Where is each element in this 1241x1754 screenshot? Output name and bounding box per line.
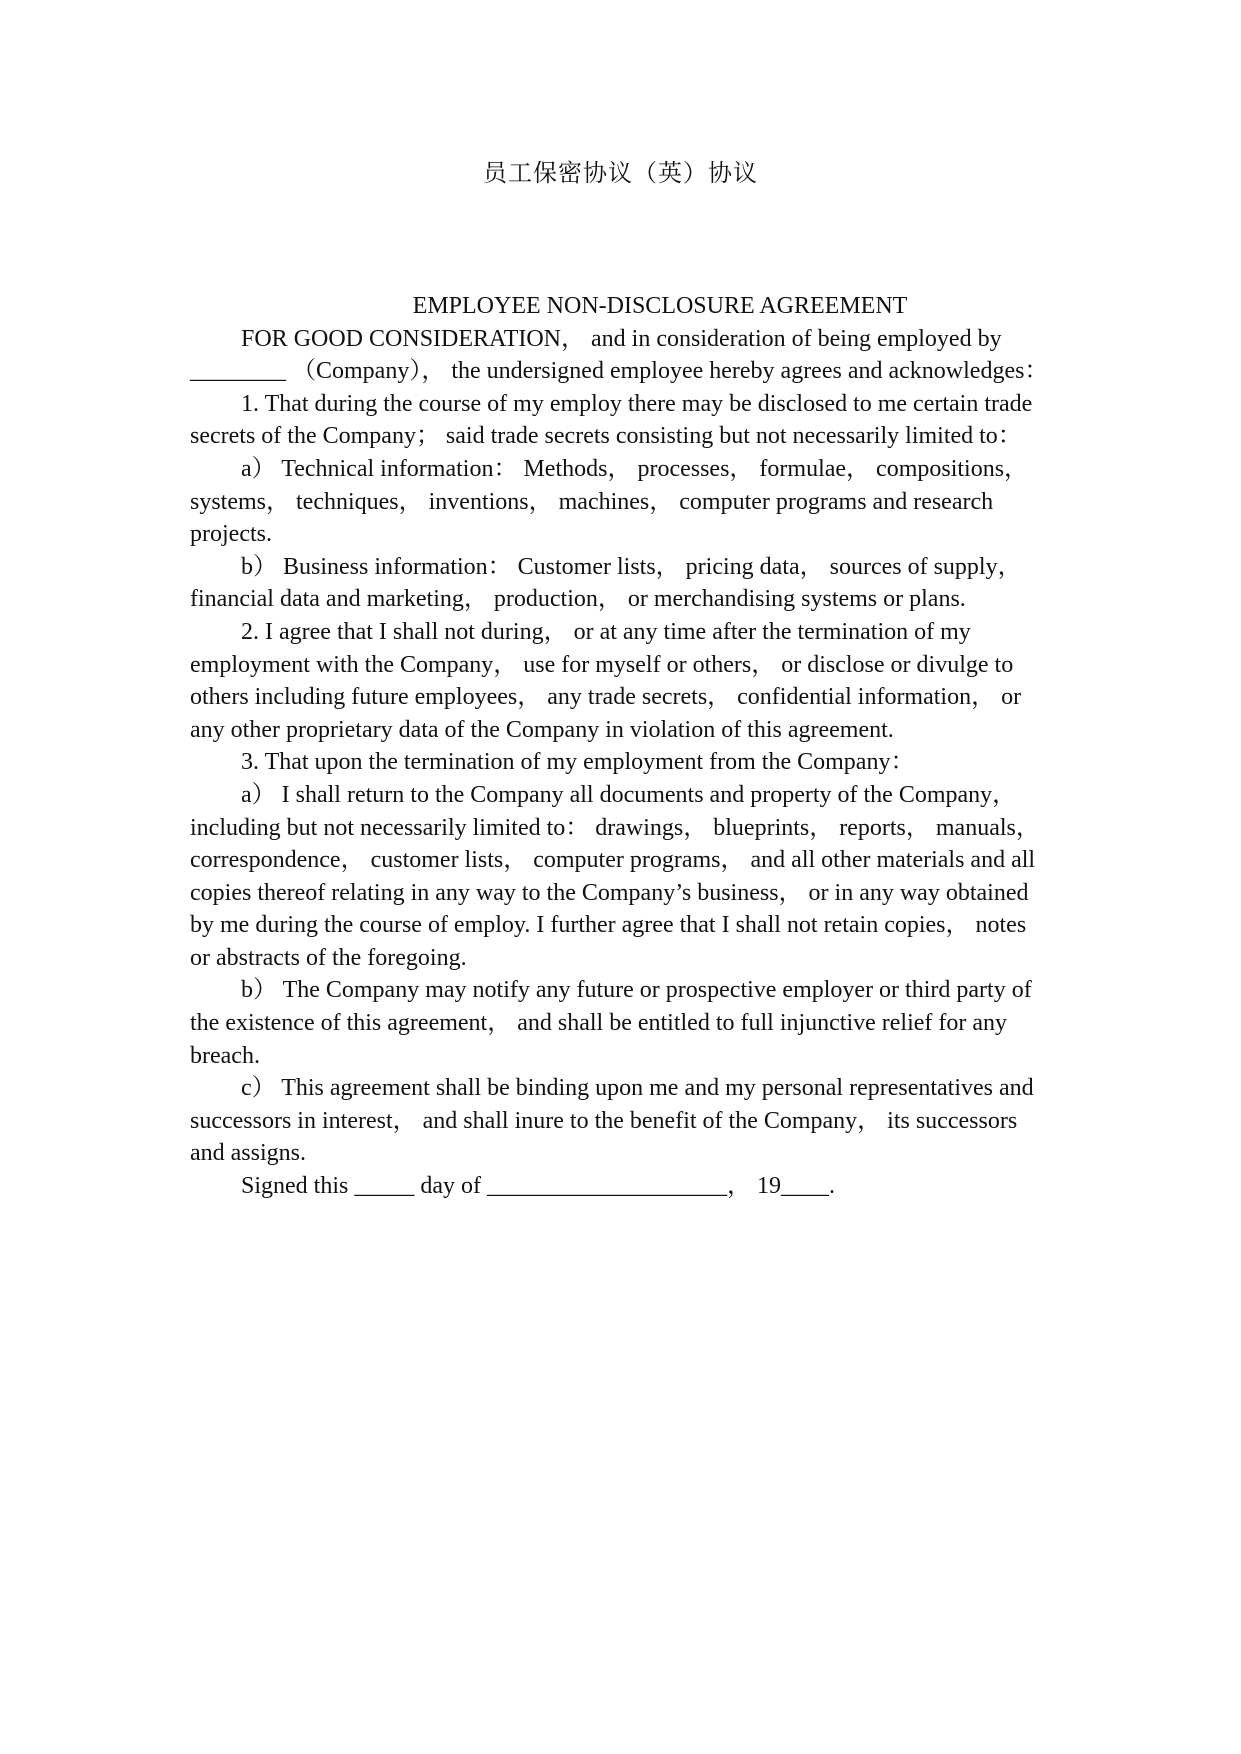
paragraph-clause-3c: c） This agreement shall be binding upon me and my personal representatives and successors in interest， and shall inure to the benefit of the Company， its successors and assigns. <box>190 1075 1034 1167</box>
paragraph-clause-1a: a） Technical information： Methods， processes， formulae， compositions， systems， techniques， inventions， machines， computer programs and research projects. <box>190 455 1029 548</box>
paragraph-clause-2: 2. I agree that I shall not during， or at any time after the termination of my employment with the Company， use for myself or others， or disclose or divulge to others including future employees， any trade secrets， confidential information， or any other proprietary data of the Company in violation of this agreement. <box>190 618 1022 743</box>
paragraph-clause-1: 1. That during the course of my employ there may be disclosed to me certain trade secrets of the Company； said trade secrets consisting but not necessarily limited to： <box>190 390 1033 450</box>
document-header-title: 员工保密协议（英）协议 <box>483 161 758 187</box>
paragraph-clause-1b: b） Business information： Customer lists， pricing data， sources of supply， financial data and marketing， production， or merchandising systems or plans. <box>190 553 1022 613</box>
document-body <box>190 290 1050 1203</box>
signature-line: Signed this _____ day of ____________________， 19____. <box>241 1173 835 1200</box>
paragraph-clause-3: 3. That upon the termination of my employment from the Company： <box>241 749 915 776</box>
paragraph-clause-3b: b） The Company may notify any future or prospective employer or third party of the existence of this agreement， and shall be entitled to full injunctive relief for any breach. <box>190 977 1032 1069</box>
paragraph-consideration: FOR GOOD CONSIDERATION， and in consideration of being employed by ________ （Company）， the undersigned employee hereby agrees and acknowledges： <box>190 325 1049 385</box>
paragraph-clause-3a: a） I shall return to the Company all documents and property of the Company， including but not necessarily limited to： drawings， blueprints， reports， manuals， correspondence， customer lists， computer programs， and all other materials and all copies thereof relating in any way to the Company’s business， or in any way obtained by me during the course of employ. I further agree that I shall not retain copies， notes or abstracts of the foregoing. <box>190 781 1040 971</box>
agreement-title: EMPLOYEE NON-DISCLOSURE AGREEMENT <box>412 293 908 319</box>
